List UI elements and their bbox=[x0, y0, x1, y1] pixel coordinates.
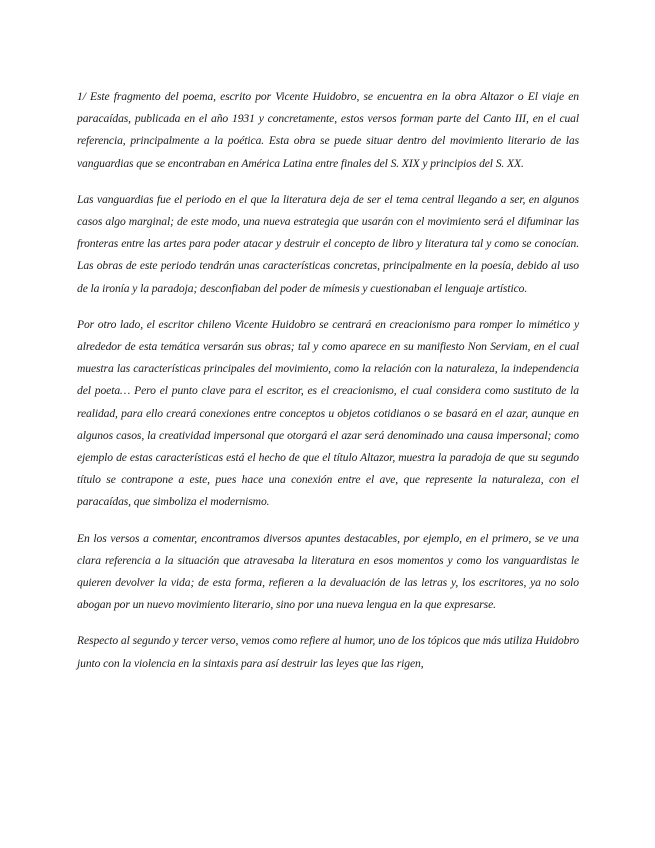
paragraph-huidobro: Por otro lado, el escritor chileno Vicente Huidobro se centrará en creacionismo para romper lo mimético y alrededor de esta temática versarán sus obras; tal y como aparece en su manifiesto Non Serviam, en el cual muestra las características principales del movimiento, como la relación con la naturaleza, la independencia del poeta… Pero el punto clave para el escritor, es el creacionismo, el cual considera como sustituto de la realidad, para ello creará conexiones entre conceptos u objetos cotidianos o se basará en el azar, aunque en algunos casos, la creatividad impersonal que otorgará el azar será denominado una causa impersonal; como ejemplo de estas características está el hecho de que el título Altazor, muestra la paradoja de que su segundo título se contrapone a este, pues hace una conexión entre el ave, que represente la naturaleza, con el paracaídas, que simboliza el modernismo. bbox=[77, 317, 579, 509]
paragraph-versos: En los versos a comentar, encontramos diversos apuntes destacables, por ejemplo, en el primero, se ve una clara referencia a la situación que atravesaba la literatura en esos momentos y como los vanguardistas le quieren devolver la vida; de esta forma, refieren a la devaluación de las letras y, los escritores, ya no solo abogan por un nuevo movimiento literario, sino por una nueva lengua en la que expresarse. bbox=[77, 531, 579, 612]
paragraph-vanguardias: Las vanguardias fue el periodo en el que la literatura deja de ser el tema central llegando a ser, en algunos casos algo marginal; de este modo, una nueva estrategia que usarán con el movimiento será el difuminar las fronteras entre las artes para poder atacar y destruir el concepto de libro y literatura tal y como se conocían. Las obras de este periodo tendrán unas características concretas, principalmente en la poesía, debido al uso de la ironía y la paradoja; desconfiaban del poder de mímesis y cuestionaban el lenguaje artístico. bbox=[77, 192, 579, 295]
paragraph-intro: 1/ Este fragmento del poema, escrito por Vicente Huidobro, se encuentra en la obra Altazor o El viaje en paracaídas, publicada en el año 1931 y concretamente, estos versos forman parte del Canto III, en el cual referencia, principalmente a la poética. Esta obra se puede situar dentro del movimiento literario de las vanguardias que se encontraban en América Latina entre finales del S. XIX y principios del S. XX. bbox=[77, 90, 579, 170]
document-body bbox=[77, 86, 579, 675]
paragraph-segundo-tercer-verso: Respecto al segundo y tercer verso, vemos como refiere al humor, uno de los tópicos que más utiliza Huidobro junto con la violencia en la sintaxis para así destruir las leyes que las rigen, bbox=[77, 634, 579, 670]
